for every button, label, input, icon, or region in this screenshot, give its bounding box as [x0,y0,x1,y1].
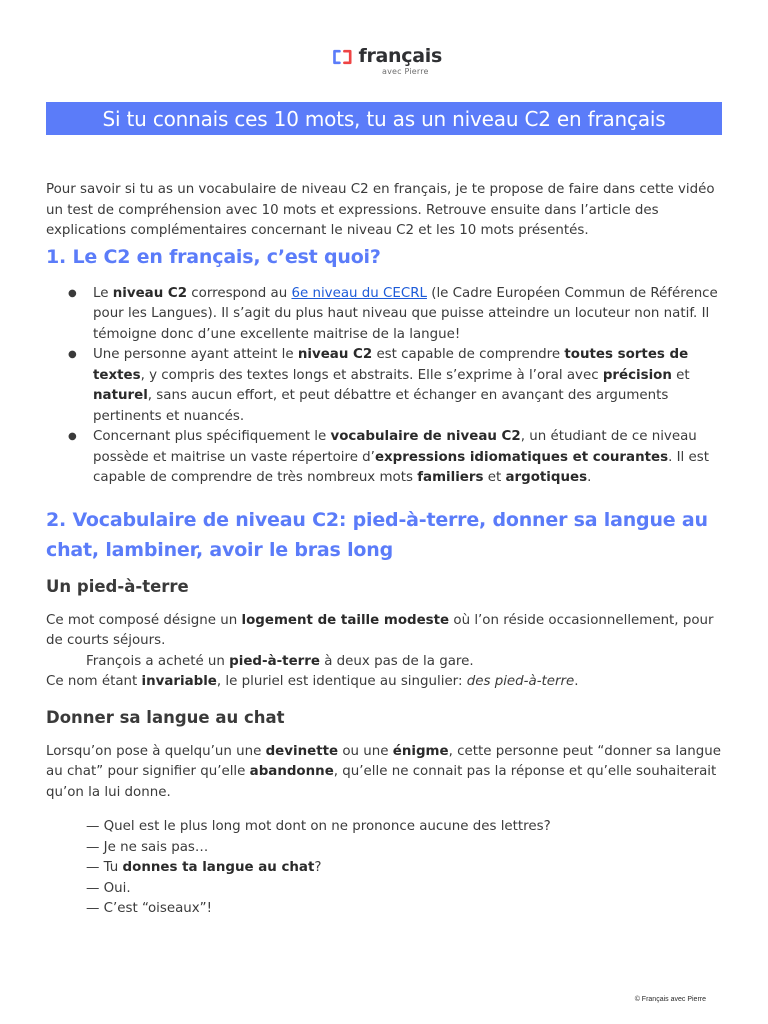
footer-copyright: © Français avec Pierre [634,996,706,1003]
dialog-line: — Oui. [86,880,131,896]
bullet-item [46,284,726,346]
text: (le Cadre Européen Commun de Référence pour les Langues). Il s’agit du plus haut niveau que puisse atteindre un locuteur non natif. Il témoigne donc d’une excellente maitrise de la langue! [93,285,718,342]
pied-a-terre-heading: Un pied-à-terre [46,576,189,596]
text: Lorsqu’on pose à quelqu’un une [46,743,266,759]
text: , un étudiant de ce niveau possède et maitrise un vaste répertoire d’ [93,429,697,465]
bold-text: invariable [141,674,217,689]
text: ? [314,860,322,875]
bold-text: vocabulaire de niveau C2 [330,429,521,444]
bullet-item [46,427,726,489]
text: Concernant plus spécifiquement le [93,429,331,444]
bold-text: niveau C2 [112,285,188,301]
bold-text: précision [602,367,672,383]
bold-text: devinette [265,743,339,759]
section1-bullet-list [46,284,726,489]
text: et [671,367,690,383]
bold-text: niveau C2 [297,347,373,362]
bold-text: abandonne [249,764,334,779]
text: , sans aucun effort, et peut débattre et échanger en avançant des arguments pertinents et nuancés. [93,388,669,424]
brand-mark-icon [332,48,354,66]
text: Le [93,285,113,301]
text: , qu’elle ne connait pas la réponse et qu’elle souhaiterait qu’on la lui donne. [46,764,717,800]
page-title: Si tu connais ces 10 mots, tu as un niveau C2 en français [46,102,722,135]
text: François a acheté un [86,653,230,669]
text: Ce nom étant [46,674,142,689]
bold-text: argotiques [505,470,588,485]
bold-text: donnes ta langue au chat [122,860,315,875]
bold-text: énigme [392,743,449,759]
text: . Il est capable de comprendre de très nombreux mots [93,449,709,485]
text: est capable de comprendre [372,347,565,362]
text: , le pluriel est identique au singulier: [216,674,467,689]
brand-tagline: avec Pierre [382,67,429,76]
italic-text: des pied-à-terre [466,674,575,689]
bold-text: logement de taille modeste [241,612,450,628]
intro-paragraph: Pour savoir si tu as un vocabulaire de niveau C2 en français, je te propose de faire dans cette vidéo un test de compréhension avec 10 mots et expressions. Retrouve ensuite dans l’article des explications complémentaires concernant le niveau C2 et les 10 mots présentés. [46,182,715,238]
dialog-line: — C’est “oiseaux”! [86,901,212,916]
cecrl-link[interactable]: 6e niveau du CECRL [291,285,427,301]
bullet-item [46,345,726,427]
bold-text: expressions idiomatiques et courantes [374,449,669,465]
langue-au-chat-definition [46,742,726,804]
dialog-example [46,817,726,920]
brand-name: français [358,45,442,67]
text: où l’on réside occasionnellement, pour de courts séjours. [46,612,714,648]
brand-logo [332,45,442,77]
dialog-line: — Je ne sais pas… [86,839,209,855]
text: correspond au [187,285,292,301]
bold-text: toutes sortes de textes [93,347,689,383]
text: à deux pas de la gare. [319,653,474,669]
section1-heading: 1. Le C2 en français, c’est quoi? [46,245,381,268]
langue-au-chat-heading: Donner sa langue au chat [46,707,285,727]
text: ou une [338,743,393,759]
pied-a-terre-example [46,652,726,673]
pied-a-terre-note [46,672,726,693]
text: . [574,674,579,689]
section2-heading: 2. Vocabulaire de niveau C2: pied-à-terre, donner sa langue au chat, lambiner, avoir le bras long [46,508,708,561]
bold-text: familiers [417,470,484,485]
text: et [483,470,506,485]
text: Une personne ayant atteint le [93,347,298,362]
text: — Tu [86,860,123,875]
text: Ce mot composé désigne un [46,612,242,628]
dialog-line: — Quel est le plus long mot dont on ne prononce aucune des lettres? [86,819,551,834]
text: , y compris des textes longs et abstraits. Elle s’exprime à l’oral avec [140,367,603,383]
text: . [587,470,592,485]
bold-text: naturel [93,388,148,403]
bold-text: pied-à-terre [229,653,320,669]
article-body [46,180,726,920]
text: , cette personne peut “donner sa langue au chat” pour signifier qu’elle [46,743,721,779]
pied-a-terre-definition [46,611,726,652]
brand [332,45,442,67]
dialog-line [86,858,726,879]
